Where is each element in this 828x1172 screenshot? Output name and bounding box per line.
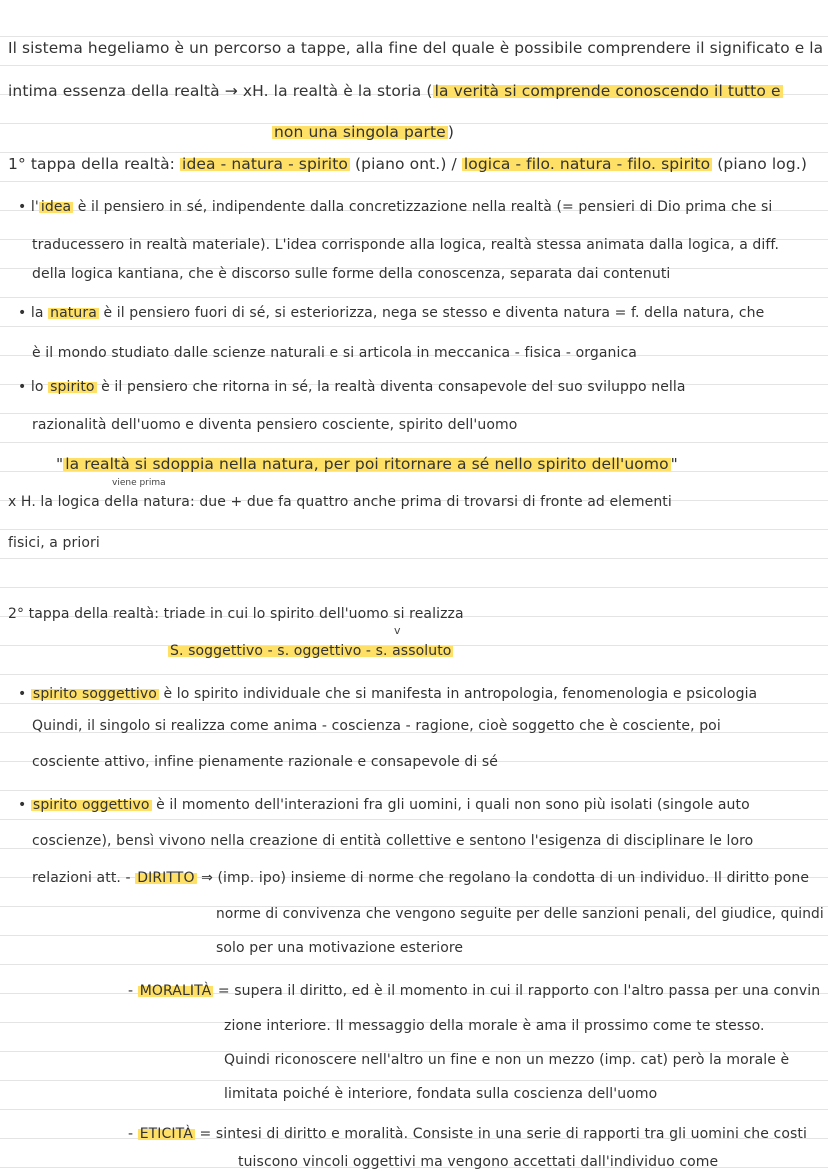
highlight: non una singola parte [274, 123, 446, 141]
text: è il momento dell'interazioni fra gli uomini, i quali non sono più isolati (singole auto [151, 797, 750, 813]
bullet: • [18, 797, 31, 813]
note-line [32, 831, 753, 851]
note-line [8, 604, 464, 624]
text: Quindi riconoscere nell'altro un fine e non un mezzo (imp. cat) però la morale è [224, 1052, 790, 1068]
bullet: • [18, 686, 31, 702]
quote-line [56, 454, 678, 474]
note-line [8, 533, 100, 553]
bullet: • lo [18, 379, 49, 395]
note-line [18, 684, 757, 704]
note-line [18, 795, 750, 815]
text: ⇒ (imp. ipo) insieme di norme che regolano la condotta di un individuo. Il diritto pone [196, 870, 810, 886]
text: è lo spirito individuale che si manifesta in antropologia, fenomenologia e psicologia [158, 686, 758, 702]
text: razionalità dell'uomo e diventa pensiero cosciente, spirito dell'uomo [32, 417, 518, 433]
text: " [56, 455, 64, 473]
note-line [8, 38, 823, 58]
text: - [128, 983, 138, 999]
text: = supera il diritto, ed è il momento in cui il rapporto con l'altro passa per una convin [213, 983, 821, 999]
bullet: • la [18, 305, 49, 321]
text: cosciente attivo, infine pienamente razionale e consapevole di sé [32, 754, 498, 770]
text: relazioni att. - [32, 870, 136, 886]
text: ) [447, 123, 454, 141]
note-line [32, 343, 637, 363]
text: 2° tappa della realtà: triade in cui lo spirito dell'uomo si realizza [8, 606, 464, 622]
text: Quindi, il singolo si realizza come anima - coscienza - ragione, cioè soggetto che è cosciente, poi [32, 718, 721, 734]
text: x H. la logica della natura: due + due fa quattro anche prima di trovarsi di fronte ad elementi [8, 494, 672, 510]
highlight: spirito oggettivo [32, 797, 150, 813]
text: traducessero in realtà materiale). L'idea corrisponde alla logica, realtà stessa animata dalla logica, a diff. [32, 237, 779, 253]
note-line [224, 1016, 765, 1036]
highlight: idea - natura - spirito [182, 155, 348, 173]
text: fisici, a priori [8, 535, 100, 551]
text: è il pensiero fuori di sé, si esteriorizza, nega se stesso e diventa natura = f. della natura, che [98, 305, 765, 321]
note-line [8, 81, 783, 101]
text: Il sistema hegeliamo è un percorso a tappe, alla fine del quale è possibile comprendere il significato e la [8, 39, 824, 57]
highlight: natura [50, 305, 97, 321]
note-line [216, 904, 824, 924]
text: (piano ont.) / [349, 155, 462, 173]
note-line [272, 122, 454, 142]
text: = sintesi di diritto e moralità. Consiste in una serie di rapporti tra gli uomini che costi [194, 1126, 807, 1142]
note-line [216, 938, 463, 958]
note-line [32, 415, 517, 435]
text: (piano log.) [712, 155, 807, 173]
highlight: la verità si comprende conoscendo il tutto e [434, 82, 781, 100]
note-line [18, 377, 686, 397]
note-line [8, 154, 807, 174]
text: coscienze), bensì vivono nella creazione di entità collettive e sentono l'esigenza di disciplinare le loro [32, 833, 754, 849]
highlight: spirito soggettivo [32, 686, 157, 702]
note-line [8, 492, 672, 512]
text: zione interiore. Il messaggio della morale è ama il prossimo come te stesso. [224, 1018, 765, 1034]
note-line [32, 235, 779, 255]
text: solo per una motivazione esteriore [216, 940, 464, 956]
note-line [32, 716, 721, 736]
bullet: • l' [18, 199, 39, 215]
note-line [32, 752, 498, 772]
note-line [238, 1152, 718, 1172]
note-line [128, 1124, 807, 1144]
note-line [32, 264, 670, 284]
text: " [670, 455, 678, 473]
highlight: spirito [50, 379, 95, 395]
down-arrow-icon: v [394, 624, 401, 637]
highlight: DIRITTO [137, 870, 195, 886]
annotation-above: viene prima [112, 478, 166, 488]
note-line [18, 197, 772, 217]
highlight: logica - filo. natura - filo. spirito [463, 155, 711, 173]
text: della logica kantiana, che è discorso sulle forme della conoscenza, separata dai contenuti [32, 266, 671, 282]
text: limitata poiché è interiore, fondata sulla coscienza dell'uomo [224, 1086, 658, 1102]
text: norme di convivenza che vengono seguite per delle sanzioni penali, del giudice, quindi [216, 906, 824, 922]
note-line [224, 1084, 657, 1104]
highlight: idea [40, 199, 72, 215]
highlight: S. soggettivo - s. oggettivo - s. assoluto [170, 643, 452, 659]
text: intima essenza della realtà → xH. la realtà è la storia ( [8, 82, 433, 100]
highlight: MORALITÀ [139, 983, 212, 999]
text: è il pensiero che ritorna in sé, la realtà diventa consapevole del suo sviluppo nella [96, 379, 686, 395]
note-line [168, 641, 453, 661]
text: è il mondo studiato dalle scienze naturali e si articola in meccanica - fisica - organica [32, 345, 637, 361]
text: tuiscono vincoli oggettivi ma vengono accettati dall'individuo come [238, 1154, 719, 1170]
text: è il pensiero in sé, indipendente dalla concretizzazione nella realtà (= pensieri di Dio prima che si [73, 199, 773, 215]
text: - [128, 1126, 138, 1142]
note-line [224, 1050, 789, 1070]
note-line [18, 303, 764, 323]
highlight: ETICITÀ [139, 1126, 193, 1142]
text: 1° tappa della realtà: [8, 155, 181, 173]
note-line [128, 981, 820, 1001]
note-line [32, 868, 809, 888]
highlight: la realtà si sdoppia nella natura, per poi ritornare a sé nello spirito dell'uomo [65, 455, 669, 473]
